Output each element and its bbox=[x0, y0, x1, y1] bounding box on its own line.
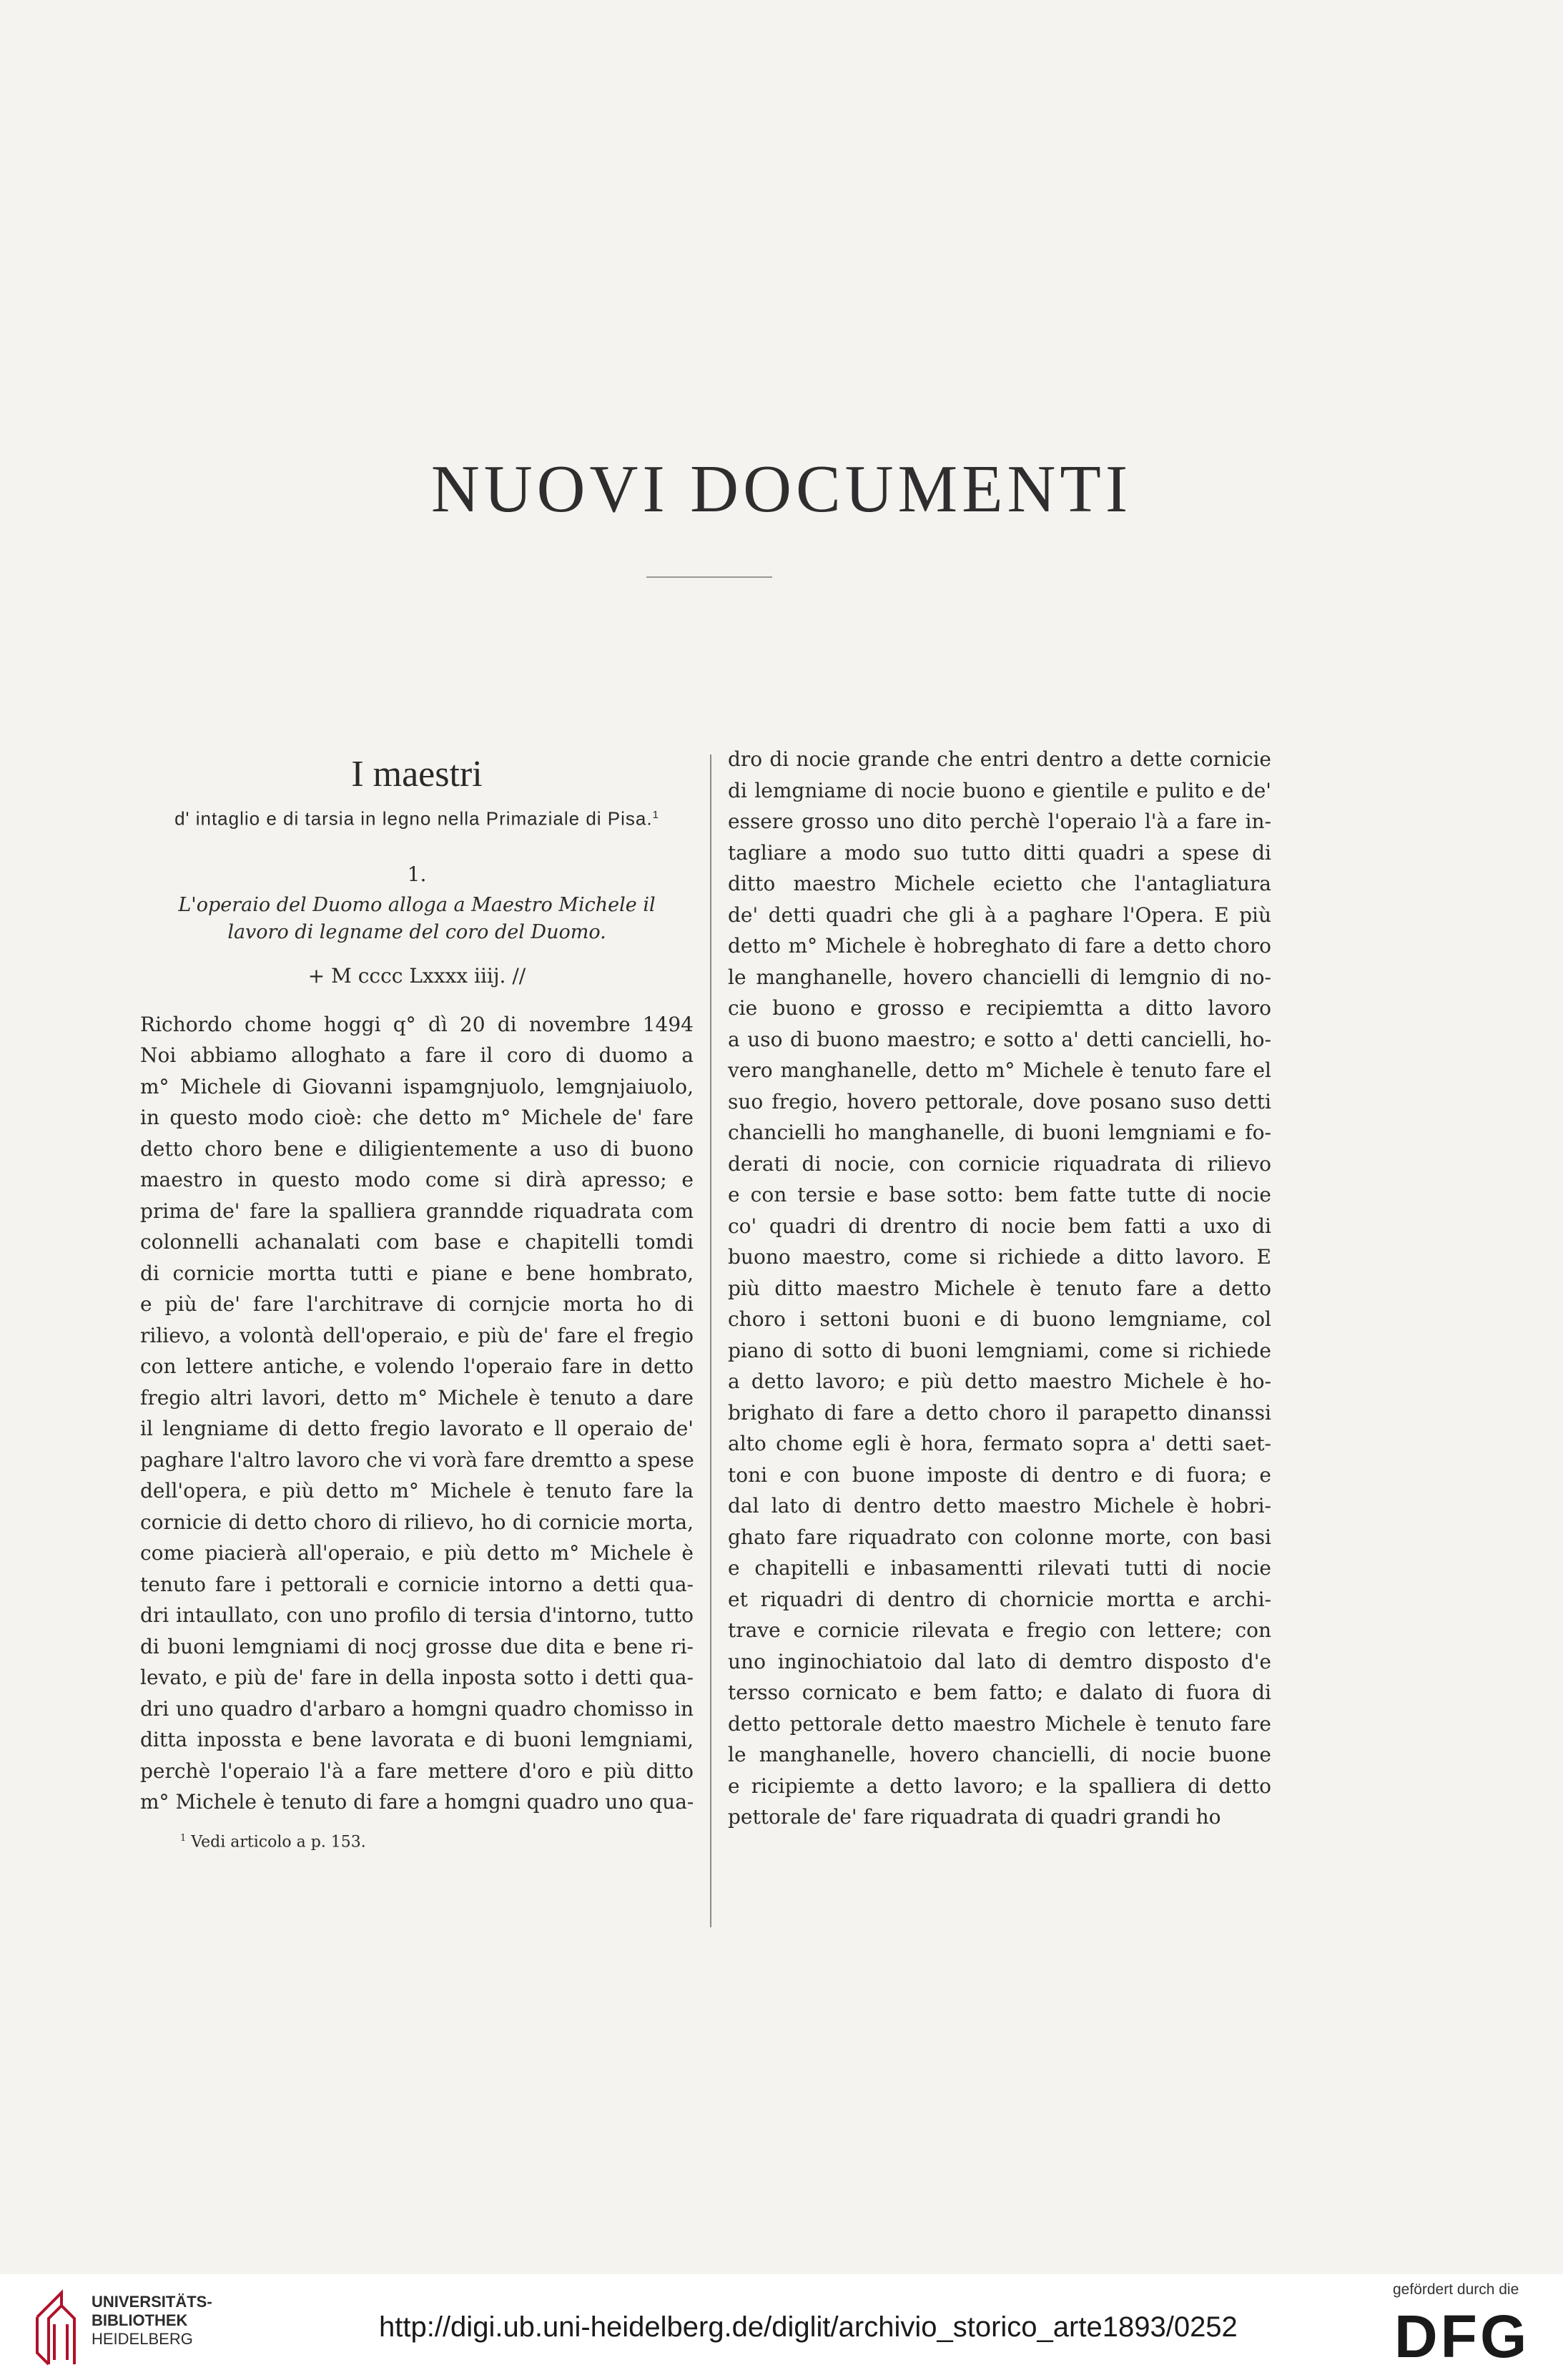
right-body-line: dro di nocie grande che entri dentro a dette cornicie bbox=[728, 747, 1271, 771]
left-body-line: Noi abbiamo alloghato a fare il coro di duomo a bbox=[140, 1043, 694, 1068]
left-body-line: levato, e più de' fare in della inposta sotto i detti qua- bbox=[140, 1666, 694, 1690]
right-body-line: e chapitelli e inbasamentti rilevati tutti di nocie bbox=[728, 1556, 1271, 1580]
left-body-line: m° Michele di Giovanni ispamgnjuolo, lemgnjaiuolo, bbox=[140, 1074, 694, 1098]
permalink-url[interactable]: http://digi.ub.uni-heidelberg.de/diglit/archivio_storico_arte1893/0252 bbox=[379, 2311, 1238, 2343]
right-body-line: chancielli ho manghanelle, di buoni lemgniami e fo- bbox=[728, 1121, 1271, 1144]
left-body-line: fregio altri lavori, detto m° Michele è tenuto a dare bbox=[140, 1385, 694, 1410]
section-subtitle-note: 1 bbox=[652, 809, 659, 821]
left-body-line: Richordo chome hoggi q° dì 20 di novembre 1494 bbox=[140, 1012, 694, 1036]
right-body-line: uno inginochiatoio dal lato di demtro disposto d'e bbox=[728, 1649, 1271, 1673]
right-body-line: toni e con buone imposte di dentro e di fuora; e bbox=[728, 1462, 1271, 1487]
right-body-text bbox=[728, 744, 1271, 1833]
document-caption-line-1: L'operaio del Duomo alloga a Maestro Michele il bbox=[178, 893, 656, 916]
right-body-line: tagliare a modo suo tutto ditti quadri a spese di bbox=[728, 840, 1271, 865]
ub-heidelberg-logo-icon[interactable] bbox=[33, 2288, 89, 2369]
document-caption-line-2: lavoro di legname del coro del Duomo. bbox=[227, 920, 606, 943]
right-body-line: trave e cornicie rilevata e fregio con lettere; con bbox=[728, 1618, 1271, 1642]
right-body-line: più ditto maestro Michele è tenuto fare a detto bbox=[728, 1276, 1271, 1300]
footnote-text: Vedi articolo a p. 153. bbox=[191, 1832, 366, 1851]
left-body-line: perchè l'operaio l'à a fare mettere d'oro e più ditto bbox=[140, 1759, 694, 1783]
section-subtitle bbox=[140, 801, 694, 833]
document-number: 1. bbox=[407, 862, 427, 886]
section-title: I maestri bbox=[351, 754, 483, 795]
left-body-line: in questo modo cioè: che detto m° Michele de' fare bbox=[140, 1106, 694, 1130]
right-body-line: ghato fare riquadrato con colonne morte, con basi bbox=[728, 1525, 1271, 1549]
right-body-line: essere grosso uno dito perchè l'operaio l'à a fare in- bbox=[728, 810, 1271, 833]
left-body-text bbox=[140, 1009, 694, 1818]
left-body-line: detto choro bene e diligientemente a uso di buono bbox=[140, 1136, 694, 1161]
left-body-line: maestro in questo modo come si dirà apresso; e bbox=[140, 1168, 694, 1192]
right-body-line: e con tersie e base sotto: bem fatte tutte di nocie bbox=[728, 1183, 1271, 1206]
right-body-line: e ricipiemte a detto lavoro; e la spalliera di detto bbox=[728, 1774, 1271, 1798]
right-body-line: tersso cornicato e bem fatto; e dalato di fuora di bbox=[728, 1681, 1271, 1704]
document-caption bbox=[169, 892, 665, 946]
right-body-line: suo fregio, hovero pettorale, dove posano suso detti bbox=[728, 1089, 1271, 1113]
right-body-line: a uso di buono maestro; e sotto a' detti cancielli, ho- bbox=[728, 1027, 1271, 1051]
left-body-line: cornicie di detto choro di rilievo, ho di cornicie morta, bbox=[140, 1510, 694, 1534]
right-body-line: de' detti quadri che gli à a paghare l'Opera. E più bbox=[728, 903, 1271, 927]
left-body-line: ditta inpossta e bene lavorata e di buoni lemgniami, bbox=[140, 1728, 694, 1752]
left-body-line: come piacierà all'operaio, e più detto m° Michele è bbox=[140, 1541, 694, 1565]
right-body-line: a detto lavoro; e più detto maestro Michele è ho- bbox=[728, 1370, 1271, 1393]
left-body-line: tenuto fare i pettorali e cornicie intorno a detti qua- bbox=[140, 1572, 694, 1596]
right-body-line: piano di sotto di buoni lemgniami, come si richiede bbox=[728, 1338, 1271, 1362]
document-date: + M cccc Lxxxx iiij. // bbox=[307, 963, 526, 988]
right-body-line: ditto maestro Michele ecietto che l'antagliatura bbox=[728, 872, 1271, 895]
column-divider bbox=[710, 754, 711, 1927]
left-body-line: dell'opera, e più detto m° Michele è tenuto fare la bbox=[140, 1479, 694, 1503]
main-title: NUOVI DOCUMENTI bbox=[430, 452, 1133, 526]
left-body-line: dri uno quadro d'arbaro a homgni quadro chomisso in bbox=[140, 1696, 694, 1721]
right-body-line: vero manghanelle, detto m° Michele è tenuto fare el bbox=[728, 1058, 1271, 1082]
right-body-line: brighato di fare a detto choro il parapetto dinanssi bbox=[728, 1400, 1271, 1425]
section-subtitle-text: d' intaglio e di tarsia in legno nella Primaziale di Pisa. bbox=[174, 807, 653, 830]
right-body-line: dal lato di dentro detto maestro Michele è hobri- bbox=[728, 1494, 1271, 1518]
library-name-line-3: HEIDELBERG bbox=[92, 2330, 193, 2348]
left-body-line: il lengniame di detto fregio lavorato e ll operaio de' bbox=[140, 1417, 694, 1441]
library-name[interactable] bbox=[92, 2293, 212, 2349]
right-body-line: cie buono e grosso e recipiemtta a ditto lavoro bbox=[728, 996, 1271, 1020]
footnote-mark: 1 bbox=[180, 1832, 187, 1844]
title-rule bbox=[646, 576, 772, 578]
left-body-line: prima de' fare la spalliera granndde riquadrata com bbox=[140, 1199, 694, 1223]
left-column bbox=[140, 744, 694, 1853]
right-body-line: detto m° Michele è hobreghato di fare a detto choro bbox=[728, 934, 1271, 958]
left-body-line: m° Michele è tenuto di fare a homgni quadro uno qua- bbox=[140, 1790, 694, 1814]
right-body-line: le manghanelle, hovero chancielli, di nocie buone bbox=[728, 1743, 1271, 1766]
right-body-line: choro i settoni buoni e di buono lemgniame, col bbox=[728, 1307, 1271, 1331]
left-body-line: rilievo, a volontà dell'operaio, e più de' fare el fregio bbox=[140, 1323, 694, 1347]
dfg-logo-text: DFG bbox=[1394, 2307, 1530, 2364]
left-body-line: paghare l'altro lavoro che vi vorà fare dremtto a spese bbox=[140, 1447, 694, 1472]
dfg-logo-icon[interactable] bbox=[1394, 2307, 1542, 2364]
left-body-line: colonnelli achanalati com base e chapitelli tomdi bbox=[140, 1230, 694, 1254]
right-body-line: derati di nocie, con cornicie riquadrata di rilievo bbox=[728, 1151, 1271, 1176]
right-body-line: detto pettorale detto maestro Michele è tenuto fare bbox=[728, 1711, 1271, 1736]
right-body-line: di lemgniame di nocie buono e gientile e pulito e de' bbox=[728, 778, 1271, 802]
left-body-line: dri intaullato, con uno profilo di tersia d'intorno, tutto bbox=[140, 1603, 694, 1628]
left-body-line: e più de' fare l'architrave di cornjcie morta ho di bbox=[140, 1292, 694, 1317]
footnote bbox=[180, 1828, 694, 1853]
right-body-line: co' quadri di drentro di nocie bem fatti a uxo di bbox=[728, 1214, 1271, 1238]
library-name-line-1: UNIVERSITÄTS- bbox=[92, 2293, 212, 2311]
left-body-line: di cornicie mortta tutti e piane e bene hombrato, bbox=[140, 1261, 694, 1285]
right-body-line: alto chome egli è hora, fermato sopra a' detti saet- bbox=[728, 1432, 1271, 1455]
right-body-line: et riquadri di dentro di chornicie mortta e archi- bbox=[728, 1587, 1271, 1611]
library-name-line-2: BIBLIOTHEK bbox=[92, 2311, 188, 2329]
right-body-line: le manghanelle, hovero chancielli di lemgnio di no- bbox=[728, 965, 1271, 989]
left-body-line: di buoni lemgniami di nocj grosse due dita e bene ri- bbox=[140, 1634, 694, 1658]
right-body-line: pettorale de' fare riquadrata di quadri grandi ho bbox=[728, 1805, 1221, 1829]
funded-by-label: gefördert durch die bbox=[1393, 2281, 1519, 2298]
right-body-line: buono maestro, come si richiede a ditto lavoro. E bbox=[728, 1245, 1271, 1269]
left-body-line: con lettere antiche, e volendo l'operaio fare in detto bbox=[140, 1354, 694, 1379]
right-column bbox=[728, 744, 1271, 1833]
